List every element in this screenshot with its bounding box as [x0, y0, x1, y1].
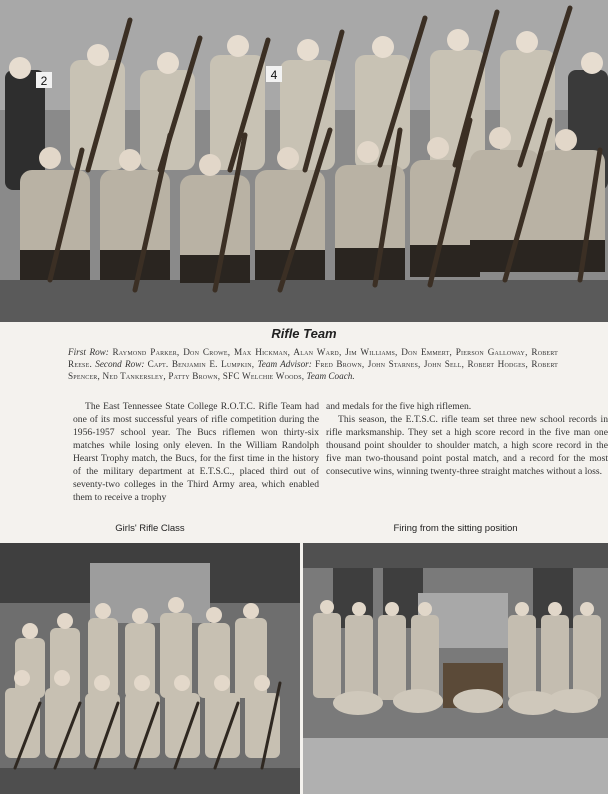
placard-number-2: 2 [40, 74, 48, 88]
sitting-position-photo [303, 543, 608, 794]
article-records-paragraph: This season, the E.T.S.C. rifle team set three new school records in rifle marksmanship. They set a high score record in the five man one thousand point shoulder to shoulder match, a high score record in the five man two-thousand point postal match, and a record for the most consecutive wins, winning twenty-three straight matches without a loss. [326, 414, 608, 477]
girls-rifle-class-caption: Girls' Rifle Class [115, 523, 185, 534]
article-right-column [326, 400, 608, 478]
second-row-label: Second Row: [95, 359, 145, 369]
team-advisor-names: Fred Brown, John Starnes, John Sell, Robert Hodges, Robert Spencer, Ned Tankersley, Patty Brown, SFC Welchie Woods, [68, 359, 559, 381]
second-row-names: Capt. Benjamin E. Lumpkin, [147, 359, 255, 369]
placard-number-4: 4 [270, 68, 278, 82]
sitting-position-caption: Firing from the sitting position [393, 523, 518, 534]
first-row-names: Raymond Parker, Don Crowe, Max Hickman, Alan Ward, Jim Williams, Don Emmert, Pierson Galloway, Robert Reese. [68, 347, 559, 369]
rifle-team-photo-drawing [0, 0, 608, 322]
rifle-team-photo [0, 0, 608, 322]
rifle-team-title: Rifle Team [271, 326, 337, 341]
girls-rifle-class-drawing [0, 543, 300, 794]
article-continuation: and medals for the five high riflemen. [326, 401, 472, 412]
team-coach-label: Team Coach. [306, 371, 355, 381]
sitting-position-drawing [303, 543, 608, 794]
girls-rifle-class-photo [0, 543, 300, 794]
first-row-label: First Row: [68, 347, 109, 357]
team-names [68, 346, 558, 382]
article-left-column: The East Tennessee State College R.O.T.C. Rifle Team had one of its most successful years of rifle competition during the 1956-1957 school year. The Bucs riflemen won thirty-six matches while losing only eleven. In the William Randolph Hearst Trophy match, the Bucs, for the first time in the history of the military department at E.T.S.C., placed third out of seventy-two colleges in the Third Army area, which enabled them to receive a trophy [73, 401, 319, 503]
team-advisor-label: Team Advisor: [257, 359, 312, 369]
